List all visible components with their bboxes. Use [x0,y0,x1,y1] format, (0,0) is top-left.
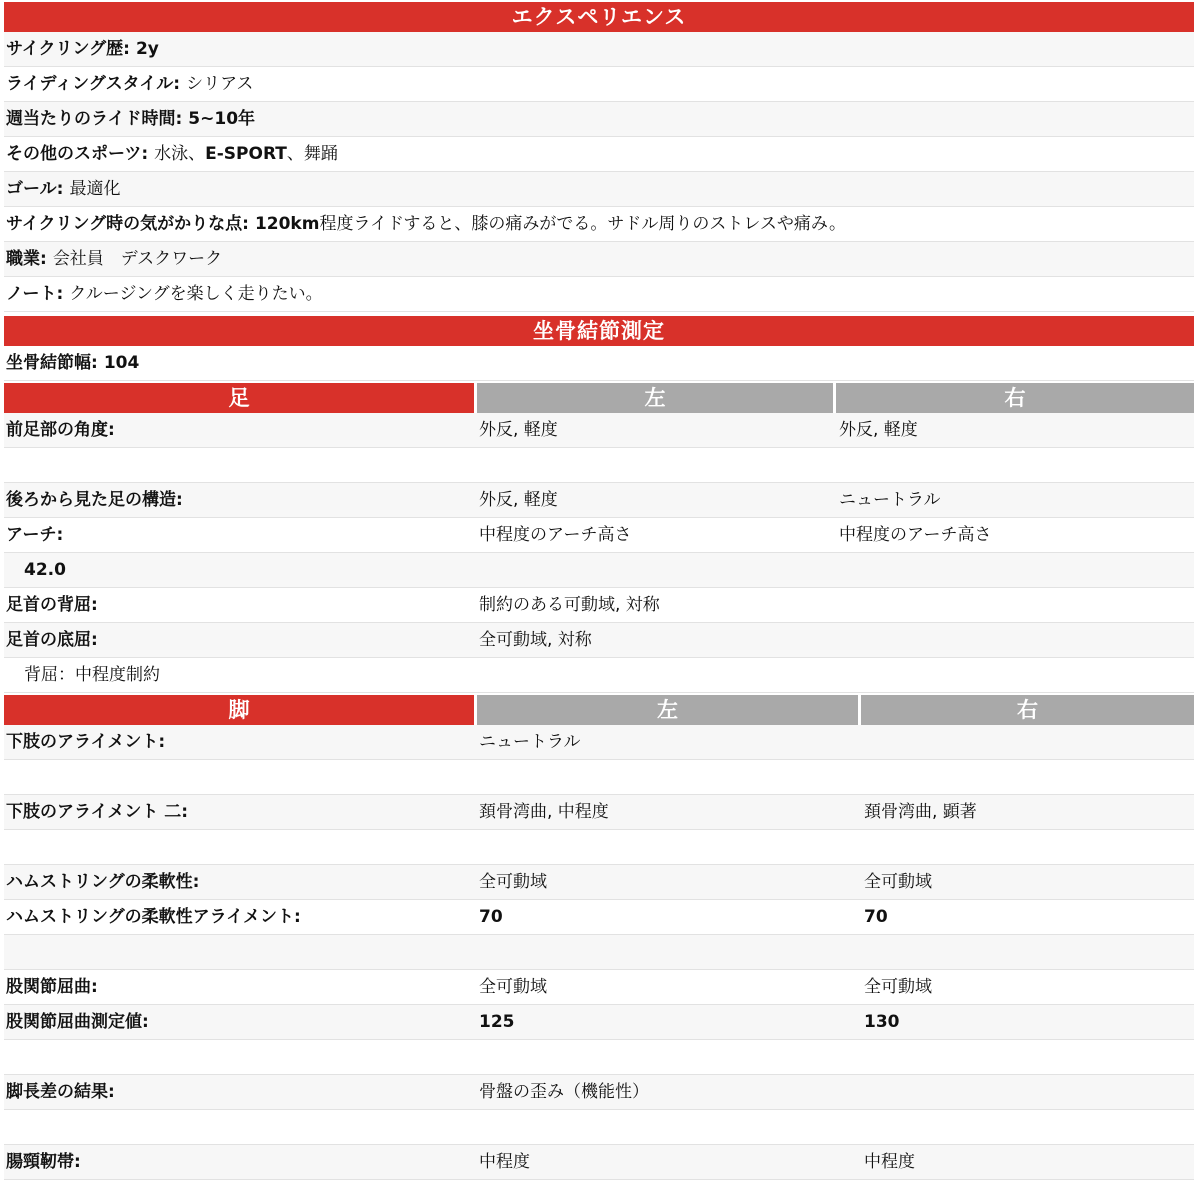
note-value: クルージングを楽しく走りたい。 [69,284,323,304]
concerns-row [4,207,1194,242]
foot-header-name: 足 [4,383,474,413]
table-row [4,970,1194,1005]
row-right-value [860,725,864,759]
row-label: 腸頸靭帯: [6,1152,81,1172]
table-row [4,1145,1194,1180]
row-label: ハムストリングの柔軟性: [6,872,200,892]
row-label: 足首の背屈: [6,595,98,615]
row-left-value: 中程度のアーチ高さ [479,525,632,545]
goal-value: 最適化 [69,179,121,199]
row-left-value: 中程度 [479,1152,530,1172]
table-row [4,1075,1194,1110]
table-row [4,795,1194,830]
experience-section-header: エクスペリエンス [4,2,1194,32]
row-right-value: 中程度のアーチ高さ [839,525,992,545]
table-row [4,588,1194,623]
riding-style-row [4,67,1194,102]
table-row [4,1040,1194,1075]
cycling-years-value: 2y [135,39,159,59]
leg-table [4,725,1194,1180]
row-right-value: 中程度 [864,1152,915,1172]
table-row [4,1005,1194,1040]
row-left-value: 頚骨湾曲, 中程度 [479,802,609,822]
weekly-hours-value: 5~10年 [188,109,256,129]
concerns-value: 120km程度ライドすると、膝の痛みがでる。サドル周りのストレスや痛み。 [254,214,846,234]
note-label: ノート: [6,284,64,304]
row-right-value: 外反, 軽度 [839,420,918,440]
row-label: 脚長差の結果: [6,1082,115,1102]
row-label: 下肢のアライメント: [6,732,166,752]
weekly-hours-label: 週当たりのライド時間: [6,109,183,129]
table-row [4,760,1194,795]
table-row [4,1110,1194,1145]
occupation-value: 会社員 デスクワーク [52,249,223,269]
row-left-value: 全可動域 [479,872,547,892]
dorsiflexion-note-row [4,658,1194,693]
row-label: 足首の底屈: [6,630,98,650]
table-row [4,865,1194,900]
table-row [4,935,1194,970]
row-right-value: 130 [864,1012,900,1032]
ischial-width-label: 坐骨結節幅: [6,353,98,373]
goal-label: ゴール: [6,179,64,199]
row-left-value: ニュートラル [479,732,581,752]
table-row [4,448,1194,483]
dorsiflexion-note: 背屈：中程度制約 [24,665,160,685]
row-label [6,448,476,482]
row-label: 下肢のアライメント 二: [6,802,189,822]
row-left-value: 外反, 軽度 [479,420,558,440]
cycling-years-label: サイクリング歴: [6,39,130,59]
leg-header-right: 右 [861,695,1194,725]
row-right-value: 全可動域 [864,977,932,997]
arch-value: 42.0 [24,560,66,580]
table-row [4,900,1194,935]
riding-style-value: シリアス [186,74,254,94]
leg-header-left: 左 [477,695,858,725]
row-left-value: 125 [479,1012,515,1032]
ischial-width-value: 104 [103,353,140,373]
other-sports-value: 水泳、E-SPORT、舞踊 [154,144,338,164]
foot-header-right: 右 [836,383,1194,413]
foot-table-header [4,383,1194,413]
row-left-value: 70 [479,907,503,927]
row-right-value: 全可動域 [864,872,932,892]
row-right-value: 70 [864,907,888,927]
table-row [4,518,1194,553]
row-label: 股関節屈曲: [6,977,98,997]
row-label: 股関節屈曲測定値: [6,1012,149,1032]
other-sports-label: その他のスポーツ: [6,144,149,164]
row-label: アーチ: [6,525,64,545]
cycling-years-row [4,32,1194,67]
foot-table [4,413,1194,693]
table-row [4,483,1194,518]
occupation-row [4,242,1194,277]
table-row [4,830,1194,865]
concerns-label: サイクリング時の気がかりな点: [6,214,249,234]
occupation-label: 職業: [6,249,47,269]
row-left-value: 外反, 軽度 [479,490,558,510]
leg-table-header [4,695,1194,725]
ischial-width-row [4,346,1194,381]
table-row [4,725,1194,760]
riding-style-label: ライディングスタイル: [6,74,181,94]
leg-header-name: 脚 [4,695,474,725]
goal-row [4,172,1194,207]
table-row [4,413,1194,448]
row-label: ハムストリングの柔軟性アライメント: [6,907,301,927]
ischial-section-header: 坐骨結節測定 [4,316,1194,346]
row-right-value: 頚骨湾曲, 顕著 [864,802,977,822]
row-label: 前足部の角度: [6,420,115,440]
row-left-value: 制約のある可動域, 対称 [479,595,660,615]
note-row [4,277,1194,312]
other-sports-row [4,137,1194,172]
row-left-value: 骨盤の歪み（機能性） [479,1082,649,1102]
weekly-hours-row [4,102,1194,137]
fit-report [4,2,1194,1180]
table-row [4,623,1194,658]
arch-value-row [4,553,1194,588]
row-left-value: 全可動域 [479,977,547,997]
foot-header-left: 左 [477,383,833,413]
row-label: 後ろから見た足の構造: [6,490,183,510]
row-right-value: ニュートラル [839,490,941,510]
row-left-value: 全可動域, 対称 [479,630,592,650]
